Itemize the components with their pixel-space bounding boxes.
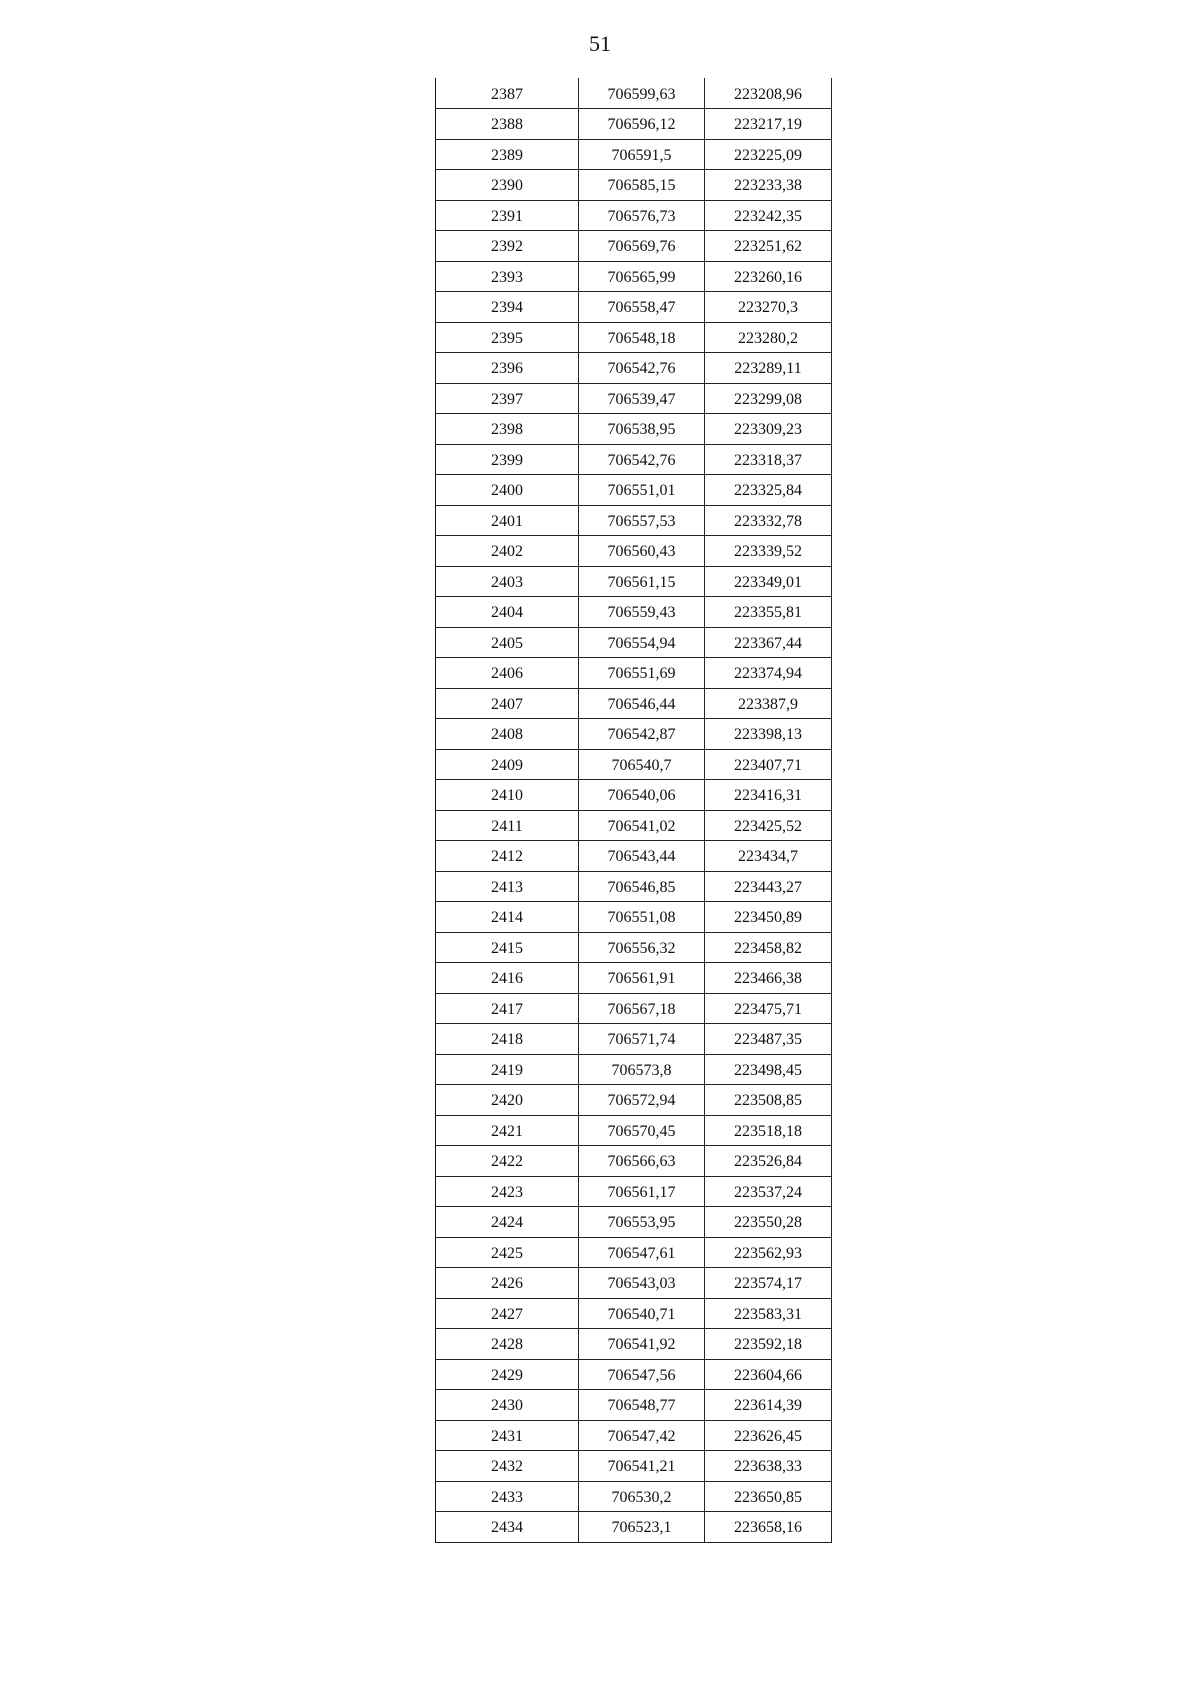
y-coordinate-cell: 223638,33 bbox=[705, 1451, 832, 1482]
point-number-cell: 2410 bbox=[436, 780, 579, 811]
x-coordinate-cell: 706566,63 bbox=[579, 1146, 705, 1177]
x-coordinate-cell: 706546,85 bbox=[579, 871, 705, 902]
y-coordinate-cell: 223458,82 bbox=[705, 932, 832, 963]
table-row bbox=[436, 1085, 832, 1116]
y-coordinate-cell: 223562,93 bbox=[705, 1237, 832, 1268]
point-number-cell: 2428 bbox=[436, 1329, 579, 1360]
table-row bbox=[436, 719, 832, 750]
point-number-cell: 2402 bbox=[436, 536, 579, 567]
y-coordinate-cell: 223374,94 bbox=[705, 658, 832, 689]
x-coordinate-cell: 706561,15 bbox=[579, 566, 705, 597]
y-coordinate-cell: 223387,9 bbox=[705, 688, 832, 719]
table-row bbox=[436, 536, 832, 567]
x-coordinate-cell: 706557,53 bbox=[579, 505, 705, 536]
point-number-cell: 2424 bbox=[436, 1207, 579, 1238]
table-row bbox=[436, 780, 832, 811]
point-number-cell: 2409 bbox=[436, 749, 579, 780]
table-row bbox=[436, 688, 832, 719]
x-coordinate-cell: 706541,21 bbox=[579, 1451, 705, 1482]
x-coordinate-cell: 706572,94 bbox=[579, 1085, 705, 1116]
table-row bbox=[436, 1329, 832, 1360]
table-row bbox=[436, 1390, 832, 1421]
y-coordinate-cell: 223604,66 bbox=[705, 1359, 832, 1390]
y-coordinate-cell: 223416,31 bbox=[705, 780, 832, 811]
y-coordinate-cell: 223650,85 bbox=[705, 1481, 832, 1512]
coordinates-table bbox=[435, 78, 832, 1543]
y-coordinate-cell: 223309,23 bbox=[705, 414, 832, 445]
point-number-cell: 2415 bbox=[436, 932, 579, 963]
x-coordinate-cell: 706551,08 bbox=[579, 902, 705, 933]
point-number-cell: 2420 bbox=[436, 1085, 579, 1116]
point-number-cell: 2403 bbox=[436, 566, 579, 597]
x-coordinate-cell: 706585,15 bbox=[579, 170, 705, 201]
point-number-cell: 2423 bbox=[436, 1176, 579, 1207]
y-coordinate-cell: 223325,84 bbox=[705, 475, 832, 506]
x-coordinate-cell: 706553,95 bbox=[579, 1207, 705, 1238]
y-coordinate-cell: 223526,84 bbox=[705, 1146, 832, 1177]
x-coordinate-cell: 706551,69 bbox=[579, 658, 705, 689]
table-row bbox=[436, 292, 832, 323]
y-coordinate-cell: 223299,08 bbox=[705, 383, 832, 414]
y-coordinate-cell: 223443,27 bbox=[705, 871, 832, 902]
point-number-cell: 2412 bbox=[436, 841, 579, 872]
x-coordinate-cell: 706558,47 bbox=[579, 292, 705, 323]
table-row bbox=[436, 810, 832, 841]
y-coordinate-cell: 223339,52 bbox=[705, 536, 832, 567]
table-row bbox=[436, 1298, 832, 1329]
table-row bbox=[436, 505, 832, 536]
y-coordinate-cell: 223592,18 bbox=[705, 1329, 832, 1360]
point-number-cell: 2393 bbox=[436, 261, 579, 292]
point-number-cell: 2433 bbox=[436, 1481, 579, 1512]
x-coordinate-cell: 706539,47 bbox=[579, 383, 705, 414]
table-row bbox=[436, 139, 832, 170]
table-row bbox=[436, 1054, 832, 1085]
table-row bbox=[436, 444, 832, 475]
x-coordinate-cell: 706596,12 bbox=[579, 109, 705, 140]
table-row bbox=[436, 566, 832, 597]
table-row bbox=[436, 1237, 832, 1268]
y-coordinate-cell: 223251,62 bbox=[705, 231, 832, 262]
x-coordinate-cell: 706561,17 bbox=[579, 1176, 705, 1207]
y-coordinate-cell: 223225,09 bbox=[705, 139, 832, 170]
y-coordinate-cell: 223233,38 bbox=[705, 170, 832, 201]
table-row bbox=[436, 1420, 832, 1451]
point-number-cell: 2399 bbox=[436, 444, 579, 475]
x-coordinate-cell: 706538,95 bbox=[579, 414, 705, 445]
y-coordinate-cell: 223242,35 bbox=[705, 200, 832, 231]
y-coordinate-cell: 223583,31 bbox=[705, 1298, 832, 1329]
table-row bbox=[436, 109, 832, 140]
point-number-cell: 2418 bbox=[436, 1024, 579, 1055]
point-number-cell: 2398 bbox=[436, 414, 579, 445]
point-number-cell: 2416 bbox=[436, 963, 579, 994]
point-number-cell: 2417 bbox=[436, 993, 579, 1024]
y-coordinate-cell: 223466,38 bbox=[705, 963, 832, 994]
y-coordinate-cell: 223475,71 bbox=[705, 993, 832, 1024]
y-coordinate-cell: 223658,16 bbox=[705, 1512, 832, 1543]
point-number-cell: 2421 bbox=[436, 1115, 579, 1146]
y-coordinate-cell: 223407,71 bbox=[705, 749, 832, 780]
x-coordinate-cell: 706569,76 bbox=[579, 231, 705, 262]
y-coordinate-cell: 223260,16 bbox=[705, 261, 832, 292]
x-coordinate-cell: 706530,2 bbox=[579, 1481, 705, 1512]
x-coordinate-cell: 706573,8 bbox=[579, 1054, 705, 1085]
y-coordinate-cell: 223508,85 bbox=[705, 1085, 832, 1116]
point-number-cell: 2427 bbox=[436, 1298, 579, 1329]
point-number-cell: 2425 bbox=[436, 1237, 579, 1268]
y-coordinate-cell: 223498,45 bbox=[705, 1054, 832, 1085]
y-coordinate-cell: 223450,89 bbox=[705, 902, 832, 933]
x-coordinate-cell: 706591,5 bbox=[579, 139, 705, 170]
x-coordinate-cell: 706547,61 bbox=[579, 1237, 705, 1268]
y-coordinate-cell: 223270,3 bbox=[705, 292, 832, 323]
table-row bbox=[436, 353, 832, 384]
y-coordinate-cell: 223280,2 bbox=[705, 322, 832, 353]
table-row bbox=[436, 78, 832, 109]
point-number-cell: 2387 bbox=[436, 78, 579, 109]
table-row bbox=[436, 963, 832, 994]
y-coordinate-cell: 223614,39 bbox=[705, 1390, 832, 1421]
x-coordinate-cell: 706540,06 bbox=[579, 780, 705, 811]
point-number-cell: 2434 bbox=[436, 1512, 579, 1543]
x-coordinate-cell: 706576,73 bbox=[579, 200, 705, 231]
y-coordinate-cell: 223574,17 bbox=[705, 1268, 832, 1299]
point-number-cell: 2414 bbox=[436, 902, 579, 933]
x-coordinate-cell: 706570,45 bbox=[579, 1115, 705, 1146]
x-coordinate-cell: 706541,02 bbox=[579, 810, 705, 841]
table-row bbox=[436, 1512, 832, 1543]
y-coordinate-cell: 223398,13 bbox=[705, 719, 832, 750]
table-row bbox=[436, 261, 832, 292]
x-coordinate-cell: 706556,32 bbox=[579, 932, 705, 963]
x-coordinate-cell: 706599,63 bbox=[579, 78, 705, 109]
table-row bbox=[436, 932, 832, 963]
point-number-cell: 2429 bbox=[436, 1359, 579, 1390]
point-number-cell: 2401 bbox=[436, 505, 579, 536]
table-row bbox=[436, 1481, 832, 1512]
y-coordinate-cell: 223537,24 bbox=[705, 1176, 832, 1207]
x-coordinate-cell: 706543,44 bbox=[579, 841, 705, 872]
x-coordinate-cell: 706559,43 bbox=[579, 597, 705, 628]
table-row bbox=[436, 170, 832, 201]
point-number-cell: 2390 bbox=[436, 170, 579, 201]
y-coordinate-cell: 223355,81 bbox=[705, 597, 832, 628]
x-coordinate-cell: 706523,1 bbox=[579, 1512, 705, 1543]
x-coordinate-cell: 706542,76 bbox=[579, 444, 705, 475]
table-row bbox=[436, 231, 832, 262]
x-coordinate-cell: 706548,77 bbox=[579, 1390, 705, 1421]
table-row bbox=[436, 1268, 832, 1299]
point-number-cell: 2388 bbox=[436, 109, 579, 140]
point-number-cell: 2411 bbox=[436, 810, 579, 841]
y-coordinate-cell: 223289,11 bbox=[705, 353, 832, 384]
point-number-cell: 2395 bbox=[436, 322, 579, 353]
y-coordinate-cell: 223217,19 bbox=[705, 109, 832, 140]
coordinates-table-body bbox=[436, 78, 832, 1542]
table-row bbox=[436, 1024, 832, 1055]
point-number-cell: 2407 bbox=[436, 688, 579, 719]
point-number-cell: 2426 bbox=[436, 1268, 579, 1299]
table-row bbox=[436, 1115, 832, 1146]
table-row bbox=[436, 1359, 832, 1390]
x-coordinate-cell: 706571,74 bbox=[579, 1024, 705, 1055]
x-coordinate-cell: 706547,42 bbox=[579, 1420, 705, 1451]
y-coordinate-cell: 223318,37 bbox=[705, 444, 832, 475]
table-row bbox=[436, 841, 832, 872]
table-row bbox=[436, 749, 832, 780]
x-coordinate-cell: 706560,43 bbox=[579, 536, 705, 567]
x-coordinate-cell: 706567,18 bbox=[579, 993, 705, 1024]
point-number-cell: 2413 bbox=[436, 871, 579, 902]
y-coordinate-cell: 223367,44 bbox=[705, 627, 832, 658]
x-coordinate-cell: 706565,99 bbox=[579, 261, 705, 292]
point-number-cell: 2406 bbox=[436, 658, 579, 689]
table-row bbox=[436, 1176, 832, 1207]
table-row bbox=[436, 200, 832, 231]
x-coordinate-cell: 706546,44 bbox=[579, 688, 705, 719]
x-coordinate-cell: 706561,91 bbox=[579, 963, 705, 994]
x-coordinate-cell: 706551,01 bbox=[579, 475, 705, 506]
point-number-cell: 2392 bbox=[436, 231, 579, 262]
x-coordinate-cell: 706542,76 bbox=[579, 353, 705, 384]
y-coordinate-cell: 223518,18 bbox=[705, 1115, 832, 1146]
point-number-cell: 2397 bbox=[436, 383, 579, 414]
point-number-cell: 2432 bbox=[436, 1451, 579, 1482]
point-number-cell: 2389 bbox=[436, 139, 579, 170]
table-row bbox=[436, 1207, 832, 1238]
x-coordinate-cell: 706540,71 bbox=[579, 1298, 705, 1329]
table-row bbox=[436, 597, 832, 628]
y-coordinate-cell: 223626,45 bbox=[705, 1420, 832, 1451]
point-number-cell: 2404 bbox=[436, 597, 579, 628]
point-number-cell: 2396 bbox=[436, 353, 579, 384]
table-row bbox=[436, 322, 832, 353]
point-number-cell: 2422 bbox=[436, 1146, 579, 1177]
y-coordinate-cell: 223434,7 bbox=[705, 841, 832, 872]
x-coordinate-cell: 706542,87 bbox=[579, 719, 705, 750]
table-row bbox=[436, 414, 832, 445]
table-row bbox=[436, 383, 832, 414]
point-number-cell: 2391 bbox=[436, 200, 579, 231]
y-coordinate-cell: 223349,01 bbox=[705, 566, 832, 597]
table-row bbox=[436, 475, 832, 506]
y-coordinate-cell: 223208,96 bbox=[705, 78, 832, 109]
x-coordinate-cell: 706548,18 bbox=[579, 322, 705, 353]
table-row bbox=[436, 658, 832, 689]
point-number-cell: 2400 bbox=[436, 475, 579, 506]
x-coordinate-cell: 706540,7 bbox=[579, 749, 705, 780]
point-number-cell: 2405 bbox=[436, 627, 579, 658]
y-coordinate-cell: 223550,28 bbox=[705, 1207, 832, 1238]
y-coordinate-cell: 223487,35 bbox=[705, 1024, 832, 1055]
point-number-cell: 2408 bbox=[436, 719, 579, 750]
table-row bbox=[436, 871, 832, 902]
table-row bbox=[436, 902, 832, 933]
page-number: 51 bbox=[589, 31, 611, 56]
x-coordinate-cell: 706543,03 bbox=[579, 1268, 705, 1299]
point-number-cell: 2430 bbox=[436, 1390, 579, 1421]
x-coordinate-cell: 706554,94 bbox=[579, 627, 705, 658]
table-row bbox=[436, 1146, 832, 1177]
x-coordinate-cell: 706547,56 bbox=[579, 1359, 705, 1390]
point-number-cell: 2394 bbox=[436, 292, 579, 323]
y-coordinate-cell: 223425,52 bbox=[705, 810, 832, 841]
x-coordinate-cell: 706541,92 bbox=[579, 1329, 705, 1360]
y-coordinate-cell: 223332,78 bbox=[705, 505, 832, 536]
point-number-cell: 2431 bbox=[436, 1420, 579, 1451]
table-row bbox=[436, 1451, 832, 1482]
point-number-cell: 2419 bbox=[436, 1054, 579, 1085]
table-row bbox=[436, 993, 832, 1024]
table-row bbox=[436, 627, 832, 658]
